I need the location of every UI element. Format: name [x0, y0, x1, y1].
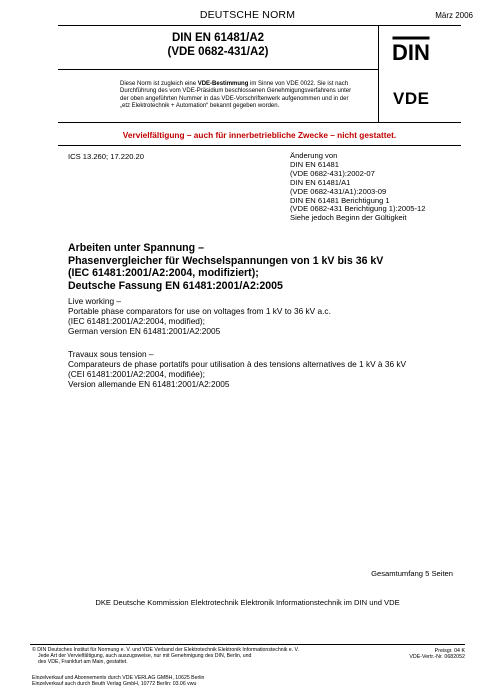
document-type: DEUTSCHE NORM: [199, 9, 296, 21]
french-title-line: Comparateurs de phase portatifs pour utilisation à des tensions alternatives de 1 kV à 36 kV: [68, 358, 407, 369]
english-title-line: (IEC 61481:2001/A2:2004, modified);: [68, 315, 205, 326]
vde-note-line3: der oben angeführten Nummer in das VDE-Vorschriftenwerk aufgenommen und in der: [120, 95, 349, 102]
price-group: Preisgr. 04 K: [434, 648, 465, 654]
amendment-line: (VDE 0682-431/A1):2003-09: [290, 186, 387, 196]
copyright-line: Jede Art der Vervielfältigung, auch auszugsweise, nur mit Genehmigung des DIN, Berlin, und: [38, 653, 252, 660]
copyright-line: des VDE, Frankfurt am Main, gestattet.: [38, 659, 128, 666]
total-pages: Gesamtumfang 5 Seiten: [371, 569, 453, 578]
english-title: [68, 297, 468, 337]
title-box: [58, 26, 379, 70]
french-title-line: Version allemande EN 61481:2001/A2:2005: [68, 378, 230, 389]
header-divider: [58, 122, 461, 123]
amendment-line: Siehe jedoch Beginn der Gültigkeit: [290, 213, 407, 223]
price-info: [409, 648, 465, 661]
distribution-line: Einzelverkauf und Abonnements durch VDE VERLAG GMBH, 10625 Berlin: [32, 675, 205, 681]
german-title-line: Deutsche Fassung EN 61481:2001/A2:2005: [68, 279, 283, 292]
amendment-line: Änderung von: [290, 151, 338, 160]
copyright-line: © DIN Deutsches Institut für Normung e. V. und VDE Verband der Elektrotechnik Elektronik Informationstechnik e. V.: [32, 647, 299, 653]
copy-warning: Vervielfältigung – auch für innerbetriebliche Zwecke – nicht gestattet.: [122, 130, 397, 140]
german-title-line: (IEC 61481:2001/A2:2004, modifiziert);: [68, 267, 259, 279]
amendment-line: DIN EN 61481 Berichtigung 1: [290, 195, 390, 205]
amendment-line: DIN EN 61481/A1: [290, 177, 351, 187]
german-title: [68, 242, 468, 292]
english-title-line: Live working –: [68, 296, 122, 306]
vde-note: [120, 81, 374, 111]
din-logo: [392, 36, 430, 64]
dke-line: DKE Deutsche Kommission Elektrotechnik Elektronik Informationstechnik im DIN und VDE: [95, 598, 400, 607]
english-title-line: German version EN 61481:2001/A2:2005: [68, 325, 221, 336]
english-title-line: Portable phase comparators for use on voltages from 1 kV to 36 kV a.c.: [68, 305, 331, 316]
vde-note-line4: „etz Elektrotechnik + Automation“ bekannt gegeben worden.: [120, 103, 280, 110]
french-title-line: Travaux sous tension –: [68, 349, 154, 359]
vde-order-number: VDE-Vertr.-Nr. 0682052: [409, 654, 465, 661]
footer-rule: [30, 644, 465, 645]
ics-codes: ICS 13.260; 17.220.20: [68, 152, 144, 161]
warning-divider: [58, 145, 461, 146]
amendment-info: [290, 152, 426, 223]
vde-note-line1-pre: Diese Norm ist zugleich eine: [120, 81, 198, 87]
vde-note-line1-bold: VDE-Bestimmung: [197, 81, 249, 87]
german-title-line: Phasenvergleicher für Wechselspannungen von 1 kV bis 36 kV: [68, 254, 384, 267]
vde-note-line1-post: im Sinne von VDE 0022. Sie ist nach: [248, 81, 349, 87]
amendment-line: (VDE 0682-431 Berichtigung 1):2005-12: [290, 204, 426, 214]
distribution-info: [32, 675, 332, 687]
german-title-line: Arbeiten unter Spannung –: [68, 242, 204, 254]
vde-note-line2: Durchführung des vom VDE-Präsidium beschlossenen Genehmigungsverfahrens unter: [120, 88, 352, 95]
vde-logo: VDE: [393, 89, 430, 108]
standard-number: DIN EN 61481/A2: [171, 32, 265, 44]
amendment-line: DIN EN 61481: [290, 159, 339, 169]
french-title: [68, 350, 478, 390]
din-logo-text: DIN: [392, 40, 430, 64]
vde-number: (VDE 0682-431/A2): [167, 46, 269, 58]
amendment-line: (VDE 0682-431):2002-07: [290, 168, 375, 178]
distribution-line: Einzelverkauf auch durch Beuth Verlag GmbH, 10772 Berlin: 03.06 vwu: [32, 681, 197, 688]
copyright-notice: [32, 647, 372, 666]
publication-date: März 2006: [435, 11, 473, 20]
french-title-line: (CEI 61481:2001/A2:2004, modifiée);: [68, 368, 205, 379]
